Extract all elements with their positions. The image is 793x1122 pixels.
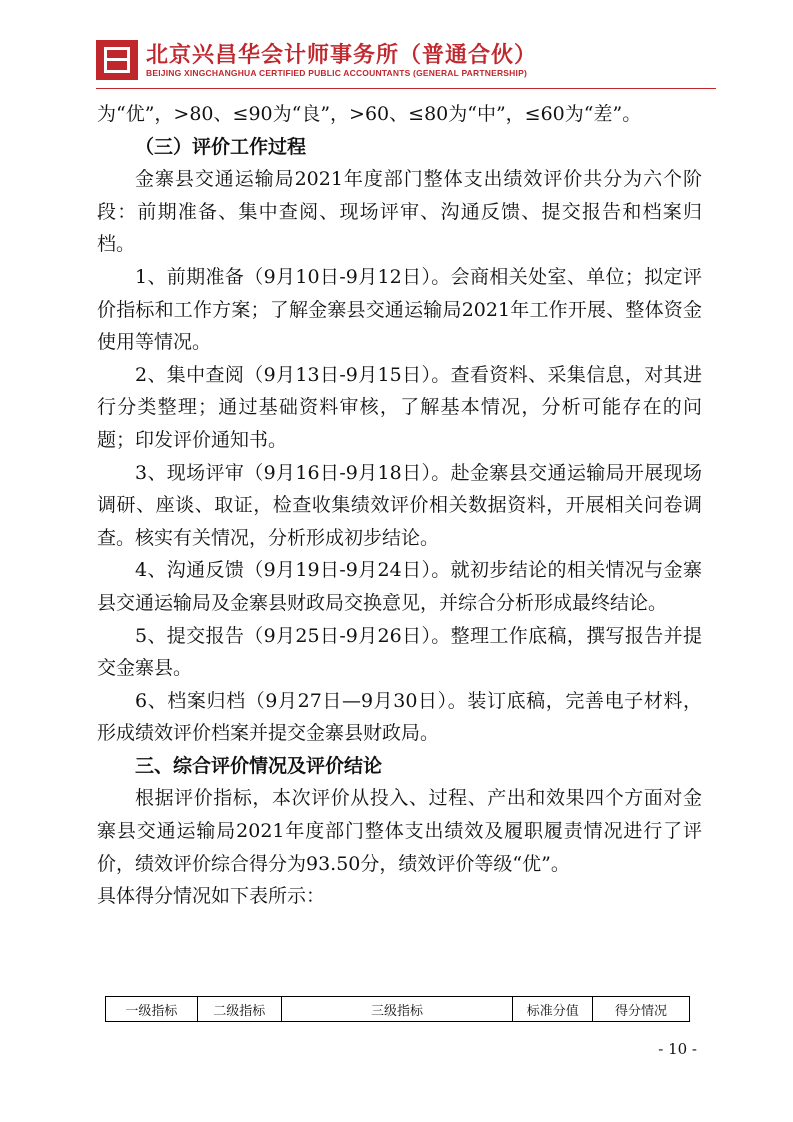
firm-name-chinese: 北京兴昌华会计师事务所（普通合伙） bbox=[146, 43, 538, 68]
column-header-standard-score: 标准分值 bbox=[513, 997, 593, 1022]
column-header-level2: 二级指标 bbox=[197, 997, 281, 1022]
paragraph-conclusion: 根据评价指标，本次评价从投入、过程、产出和效果四个方面对金寨县交通运输局2021年度部门整体支出绩效及履职履责情况进行了评价，绩效评价综合得分为93.50分，绩效评价等级“优”。 bbox=[97, 787, 702, 875]
score-table bbox=[105, 996, 690, 1022]
column-header-level1: 一级指标 bbox=[106, 997, 198, 1022]
firm-name-english: BEIJING XINGCHANGHUA CERTIFIED PUBLIC ACCOUNTANTS (GENERAL PARTNERSHIP) bbox=[146, 68, 527, 78]
column-header-level3: 三级指标 bbox=[281, 997, 513, 1022]
column-header-score: 得分情况 bbox=[593, 997, 690, 1022]
paragraph-stage-feedback: 4、沟通反馈（9月19日-9月24日）。就初步结论的相关情况与金寨县交通运输局及金寨县财政局交换意见，并综合分析形成最终结论。 bbox=[97, 559, 702, 614]
paragraph-stage-review: 2、集中查阅（9月13日-9月15日）。查看资料、采集信息，对其进行分类整理；通过基础资料审核，了解基本情况，分析可能存在的问题；印发评价通知书。 bbox=[97, 363, 702, 451]
paragraph-stage-report: 5、提交报告（9月25日-9月26日）。整理工作底稿，撰写报告并提交金寨县。 bbox=[97, 624, 702, 680]
paragraph-stage-preparation: 1、前期准备（9月10日-9月12日）。会商相关处室、单位；拟定评价指标和工作方案；了解金寨县交通运输局2021年工作开展、整体资金使用等情况。 bbox=[97, 265, 702, 354]
section-heading-process: （三）评价工作过程 bbox=[135, 135, 307, 158]
document-body bbox=[97, 98, 702, 913]
paragraph-process-overview: 金寨县交通运输局2021年度部门整体支出绩效评价共分为六个阶段：前期准备、集中查阅、现场评审、沟通反馈、提交报告和档案归档。 bbox=[97, 168, 702, 256]
header-divider bbox=[96, 88, 716, 89]
letterhead bbox=[96, 38, 716, 86]
section-heading-conclusion: 三、综合评价情况及评价结论 bbox=[135, 754, 383, 777]
paragraph-grade-criteria: 为“优”，>80、≤90为“良”，>60、≤80为“中”，≤60为“差”。 bbox=[97, 103, 642, 125]
page-number: - 10 - bbox=[658, 1040, 697, 1058]
paragraph-stage-archive: 6、档案归档（9月27日—9月30日）。装订底稿，完善电子材料，形成绩效评价档案并提交金寨县财政局。 bbox=[97, 689, 702, 745]
paragraph-stage-onsite: 3、现场评审（9月16日-9月18日）。赴金寨县交通运输局开展现场调研、座谈、取证，检查收集绩效评价相关数据资料，开展相关问卷调查。核实有关情况，分析形成初步结论。 bbox=[97, 461, 702, 549]
table-header-row bbox=[106, 997, 690, 1022]
firm-logo bbox=[96, 40, 138, 80]
paragraph-table-intro: 具体得分情况如下表所示： bbox=[97, 885, 326, 908]
